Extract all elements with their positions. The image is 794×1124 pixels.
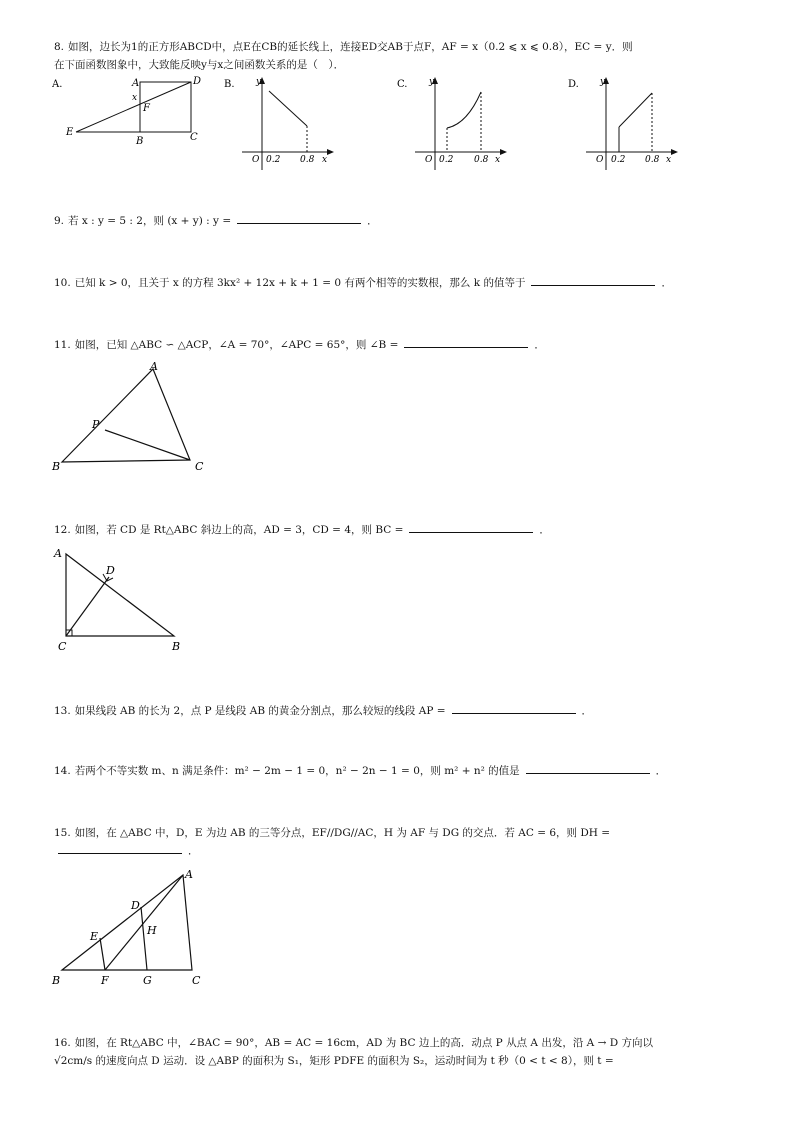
tick-label-0-2: 0.2 (266, 155, 281, 165)
question-text-line-1: 如图，在 Rt△ABC 中，∠BAC = 90°，AB = AC = 16cm，AD 为 BC 边上的高．动点 P 从点 A 出发，沿 A → D 方向以 (74, 1037, 653, 1049)
label-p: P (92, 418, 100, 431)
label-c: C (190, 132, 198, 143)
axis-label-y: y (429, 77, 435, 87)
end-mark: ． (539, 524, 550, 536)
question-text: 已知 k > 0，且关于 x 的方程 3kx² + 12x + k + 1 = 0 有两个相等的实数根，那么 k 的值等于 (74, 277, 526, 289)
question-text: 如果线段 AB 的长为 2，点 P 是线段 AB 的黄金分割点，那么较短的线段 AP = (74, 705, 446, 717)
q11-triangle-figure (50, 358, 210, 476)
question-16-line-2 (54, 1052, 614, 1070)
label-f: F (143, 103, 150, 114)
question-16 (54, 1034, 653, 1052)
graph-curve (619, 93, 652, 127)
option-d-label: D. (568, 79, 579, 90)
segment-ef (100, 938, 105, 970)
label-b: B (172, 640, 181, 653)
label-c: C (192, 974, 201, 987)
label-d: D (131, 899, 140, 912)
question-text: 若两个不等实数 m、n 满足条件：m² − 2m − 1 = 0，n² − 2n − 1 = 0，则 m² + n² 的值是 (74, 765, 520, 777)
question-8-line-2 (54, 56, 344, 74)
option-a-label: A. (52, 79, 63, 90)
label-g: G (143, 974, 152, 987)
axis-label-x: x (666, 155, 672, 165)
q12-right-triangle-figure (50, 544, 200, 654)
label-c: C (195, 460, 204, 473)
end-mark: ． (655, 765, 667, 777)
question-12 (54, 521, 550, 539)
q8-option-a-figure (52, 74, 212, 148)
graph-curve (447, 92, 481, 128)
tick-label-0-2: 0.2 (611, 155, 626, 165)
segment-ed (76, 82, 191, 132)
question-number: 10. (54, 277, 71, 289)
axis-label-x: x (322, 155, 328, 165)
question-9 (54, 212, 378, 230)
origin-label: O (596, 155, 604, 165)
label-c: C (58, 640, 67, 653)
label-a: A (150, 360, 158, 373)
question-number: 16. (54, 1037, 71, 1049)
label-b: B (52, 974, 61, 987)
answer-blank[interactable] (237, 212, 361, 224)
triangle-abc (62, 369, 190, 462)
tick-label-0-2: 0.2 (439, 155, 454, 165)
question-13 (54, 702, 592, 720)
label-a: A (185, 868, 193, 881)
end-mark: ． (534, 339, 545, 351)
segment-dg (141, 907, 147, 970)
x-axis-arrow-icon (327, 149, 334, 155)
question-number: 12. (54, 524, 71, 536)
answer-blank[interactable] (526, 762, 650, 774)
answer-blank[interactable] (452, 702, 576, 714)
question-text: 如图，若 CD 是 Rt△ABC 斜边上的高，AD = 3，CD = 4，则 BC = (74, 524, 404, 536)
axis-label-y: y (600, 77, 606, 87)
q15-triangle-figure (50, 866, 220, 990)
question-number: 15. (54, 827, 71, 839)
q8-option-b-graph (222, 74, 342, 174)
question-8 (54, 38, 633, 56)
segment-pc (105, 430, 190, 460)
graph-curve (269, 91, 307, 126)
x-axis-arrow-icon (500, 149, 507, 155)
question-text-line-2: 在下面函数图象中，大致能反映y与x之间函数关系的是（ ）． (54, 59, 345, 71)
end-mark: ． (367, 215, 378, 227)
triangle-abc (62, 875, 192, 970)
tick-label-0-8: 0.8 (474, 155, 489, 165)
axis-label-y: y (256, 77, 262, 87)
label-a: A (54, 547, 62, 560)
label-b: B (52, 460, 61, 473)
end-mark: ． (188, 845, 199, 857)
origin-label: O (425, 155, 433, 165)
segment-af (105, 875, 183, 970)
answer-blank[interactable] (409, 521, 533, 533)
question-15 (54, 824, 610, 842)
origin-label: O (252, 155, 260, 165)
answer-blank[interactable] (404, 336, 528, 348)
answer-blank[interactable] (58, 842, 182, 854)
label-a: A (132, 78, 140, 89)
end-mark: ． (581, 705, 593, 717)
question-text: 若 x : y = 5 : 2，则 (x + y) : y = (68, 215, 232, 227)
tick-label-0-8: 0.8 (645, 155, 660, 165)
end-mark: ． (661, 277, 672, 289)
question-10 (54, 274, 672, 292)
q8-option-d-graph (566, 74, 686, 174)
label-d: D (193, 76, 202, 87)
question-number: 14. (54, 765, 71, 777)
altitude-cd (66, 577, 109, 636)
axis-label-x: x (495, 155, 501, 165)
question-text: 如图，已知 △ABC ∽ △ACP，∠A = 70°，∠APC = 65°，则 ∠B = (74, 339, 399, 351)
label-x: x (132, 93, 138, 103)
question-text-line-1: 如图，边长为1的正方形ABCD中，点E在CB的延长线上，连接ED交AB于点F，AF = x（0.2 ⩽ x ⩽ 0.8），EC = y．则 (68, 41, 633, 53)
question-text-line-2: √2cm/s 的速度向点 D 运动．设 △ABP 的面积为 S₁，矩形 PDFE 的面积为 S₂，运动时间为 t 秒（0 < t < 8），则 t = (54, 1055, 614, 1067)
question-number: 8. (54, 41, 65, 53)
question-15-answer-line (54, 842, 199, 860)
option-c-label: C. (397, 79, 408, 90)
label-d: D (106, 564, 115, 577)
option-b-label: B. (224, 79, 235, 90)
triangle-abc (66, 554, 174, 636)
label-e: E (90, 930, 99, 943)
question-number: 11. (54, 339, 71, 351)
question-14 (54, 762, 666, 780)
label-e: E (66, 127, 74, 138)
question-number: 9. (54, 215, 65, 227)
answer-blank[interactable] (531, 274, 655, 286)
question-11 (54, 336, 545, 354)
q8-option-c-graph (395, 74, 515, 174)
label-f: F (101, 974, 109, 987)
tick-label-0-8: 0.8 (300, 155, 315, 165)
question-number: 13. (54, 705, 71, 717)
label-h: H (147, 924, 157, 937)
label-b: B (136, 136, 144, 147)
x-axis-arrow-icon (671, 149, 678, 155)
question-text: 如图，在 △ABC 中，D，E 为边 AB 的三等分点，EF//DG//AC，H 为 AF 与 DG 的交点．若 AC = 6，则 DH = (74, 827, 611, 839)
